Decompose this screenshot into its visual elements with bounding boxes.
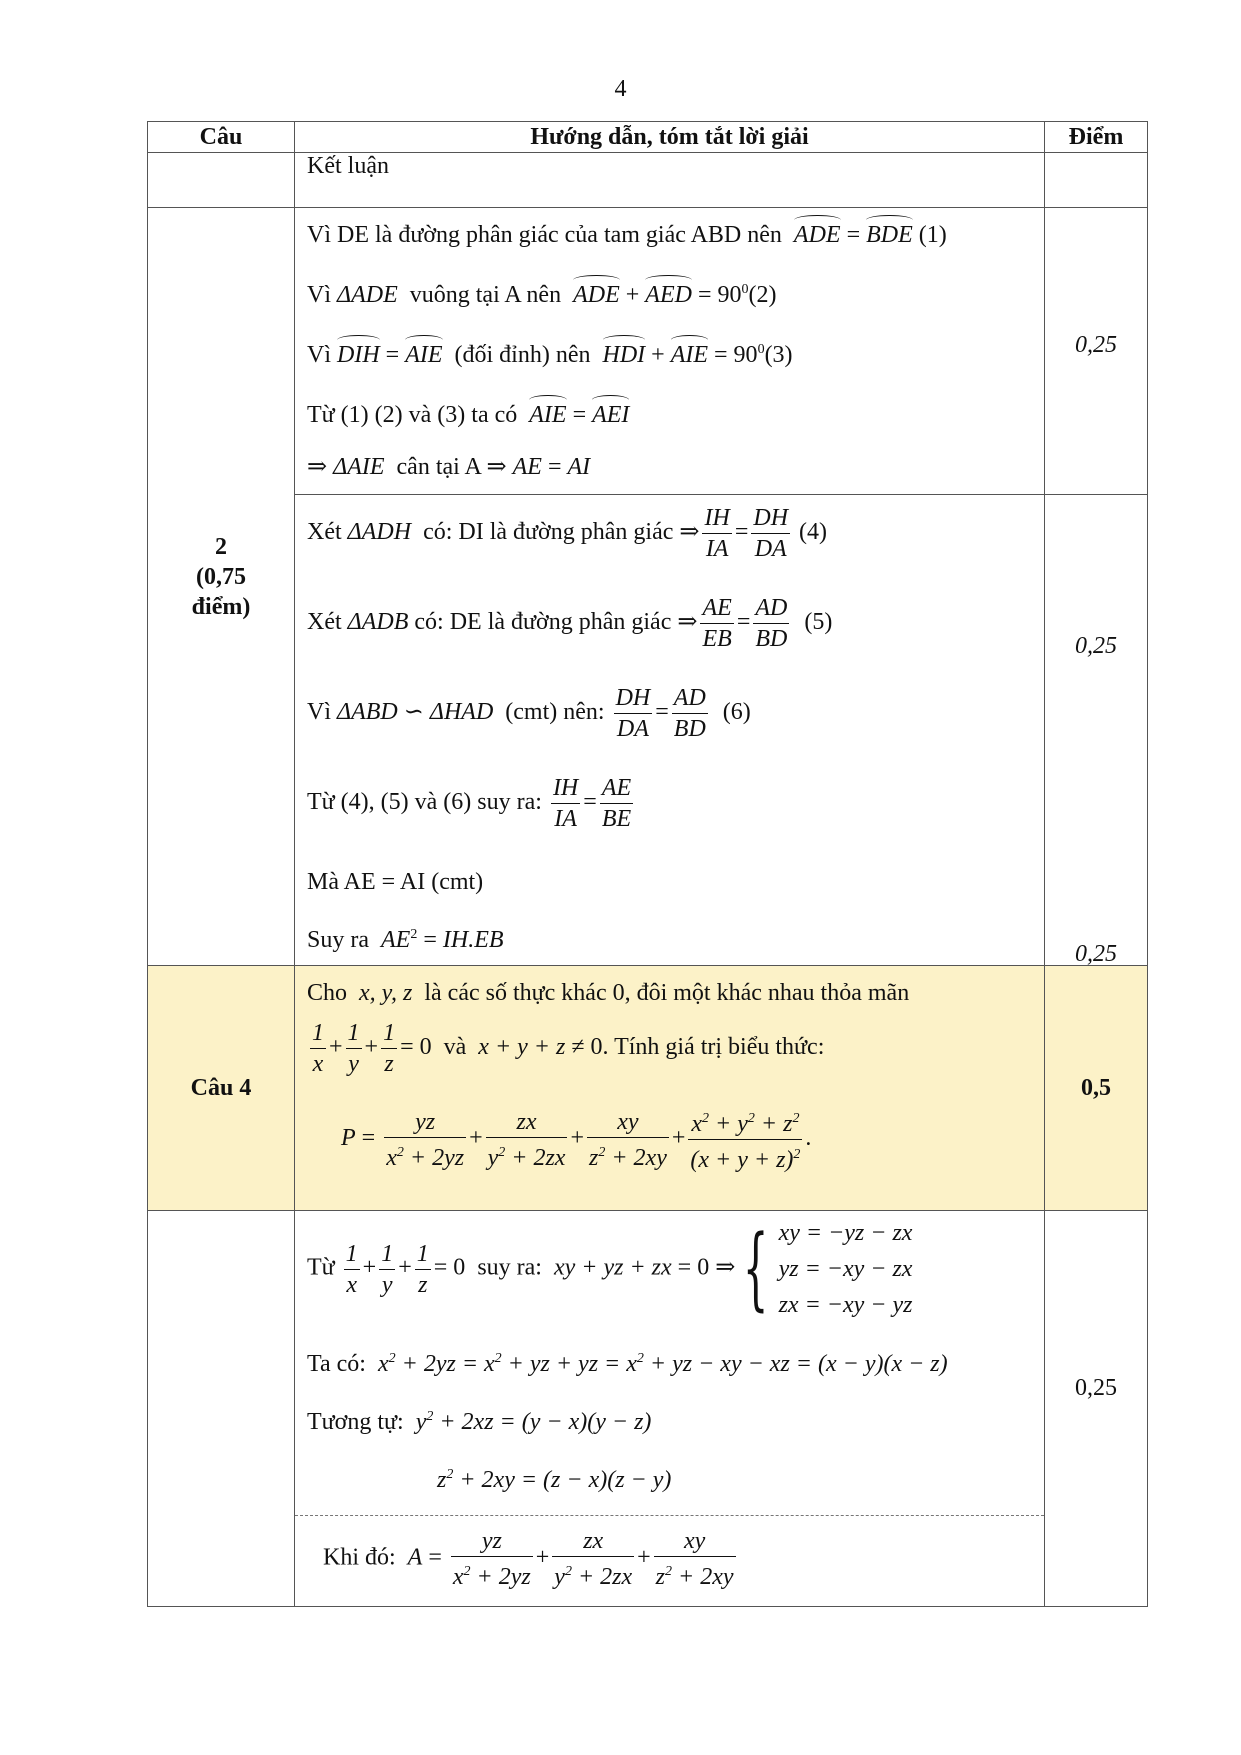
q4-formula-p: P = $\frac{yz}{x^2 + 2yz}$ + $\frac{zx}{y^2 + 2zx}$ + $\frac{xy}{z^2 + 2xy}$ + $\frac{x^2 + y^2 + z^2}{(x + y + z)^2}$ . bbox=[341, 1104, 811, 1175]
q2-score-a: 0,25 bbox=[1075, 332, 1117, 358]
solution-table bbox=[147, 121, 1148, 1607]
q4-row bbox=[148, 966, 1148, 1211]
header-cau: Câu bbox=[148, 122, 295, 153]
q2-part-b-content bbox=[295, 495, 1044, 965]
q2-part-a-content bbox=[295, 208, 1044, 494]
q2-part-b-row bbox=[148, 495, 1148, 966]
sol4-line3: Tương tự: $y^2 + 2xz = (y - x)(y - z)$ bbox=[307, 1409, 652, 1435]
header-huong-dan: Hướng dẫn, tóm tắt lời giải bbox=[295, 122, 1045, 153]
ketluan-row bbox=[148, 153, 1148, 208]
q4-score: 0,5 bbox=[1081, 1074, 1111, 1101]
q2-a-line1: Vì DE là đường phân giác của tam giác ABD nên ADE = BDE (1) bbox=[307, 222, 947, 248]
sol4-line2: Ta có: $x^2 + 2yz = x^2$ + yz + yz = $x^2$ + yz − xy − xz = (x − y)(x − z) bbox=[307, 1351, 948, 1377]
q2-a-line5: ⇒ ΔAIE cân tại A ⇒ AE = AI bbox=[307, 454, 591, 480]
q2-a-line2: Vì ΔADE vuông tại A nên ADE + AED = $90^0(2)$ bbox=[307, 282, 777, 308]
q2-label: 2 (0,75 điểm) bbox=[191, 533, 251, 620]
q2-b-line6: Suy ra $AE^2 = IH.EB$ bbox=[307, 927, 504, 953]
sol4-line4: $z^2 + 2xy = (z - x)(z - y)$ bbox=[437, 1467, 672, 1493]
header-row bbox=[148, 122, 1148, 153]
page-number: 4 bbox=[614, 76, 627, 102]
q2-b-line5: Mà AE = AI (cmt) bbox=[307, 869, 484, 895]
q2-a-line3: Vì DIH = AIE (đối đỉnh) nên HDI + AIE = $90^0(3)$ bbox=[307, 342, 793, 368]
q2-part-a-row bbox=[148, 208, 1148, 495]
sol4-content-2 bbox=[295, 1516, 1044, 1606]
q4-content bbox=[295, 966, 1044, 1210]
sol4-score: 0,25 bbox=[1075, 1375, 1117, 1401]
q2-b-line1: Xét ΔADH có: DI là đường phân giác ⇒ $\frac{IH}{IA}$ = $\frac{DH}{DA}$ (4) bbox=[307, 505, 828, 562]
ketluan-text: Kết luận bbox=[307, 153, 389, 179]
q2-b-line2: Xét ΔADB có: DE là đường phân giác ⇒ $\frac{AE}{EB}$ = $\frac{AD}{BD}$ (5) bbox=[307, 595, 833, 652]
sol4-line5: Khi đó: A = $\frac{yz}{x^2 + 2yz}$ + $\frac{zx}{y^2 + 2zx}$ + $\frac{xy}{z^2 + 2xy}$ bbox=[323, 1528, 734, 1590]
q4-line2: $\frac{1}{x}$ + $\frac{1}{y}$ + $\frac{1}{z}$ = 0 và x + y + z ≠ 0. Tính giá trị biểu thức: bbox=[312, 1020, 825, 1077]
q2-score-b: 0,25 bbox=[1075, 633, 1117, 659]
q2-a-line4: Từ (1) (2) và (3) ta có AIE = AEI bbox=[307, 402, 630, 428]
sol4-row bbox=[148, 1211, 1148, 1607]
q2-score-c: 0,25 bbox=[1075, 941, 1117, 967]
q2-b-line3: Vì ΔABD ∽ ΔHAD (cmt) nên: $\frac{DH}{DA}$ = $\frac{AD}{BD}$ (6) bbox=[307, 685, 751, 742]
sol4-content bbox=[295, 1211, 1044, 1516]
q2-b-line4: Từ (4), (5) và (6) suy ra: $\frac{IH}{IA}$ = $\frac{AE}{BE}$ bbox=[307, 775, 632, 832]
sol4-line1: Từ $\frac{1}{x}$ + $\frac{1}{y}$ + $\frac{1}{z}$ = 0 suy ra: xy + yz + zx = 0 ⇒{ xy = −yz − zx yz = −xy − zx zx = −xy − yz bbox=[307, 1216, 913, 1321]
header-diem: Điểm bbox=[1045, 122, 1148, 153]
q4-line1: Cho x, y, z là các số thực khác 0, đôi một khác nhau thỏa mãn bbox=[307, 980, 910, 1006]
q4-label: Câu 4 bbox=[190, 1074, 252, 1101]
